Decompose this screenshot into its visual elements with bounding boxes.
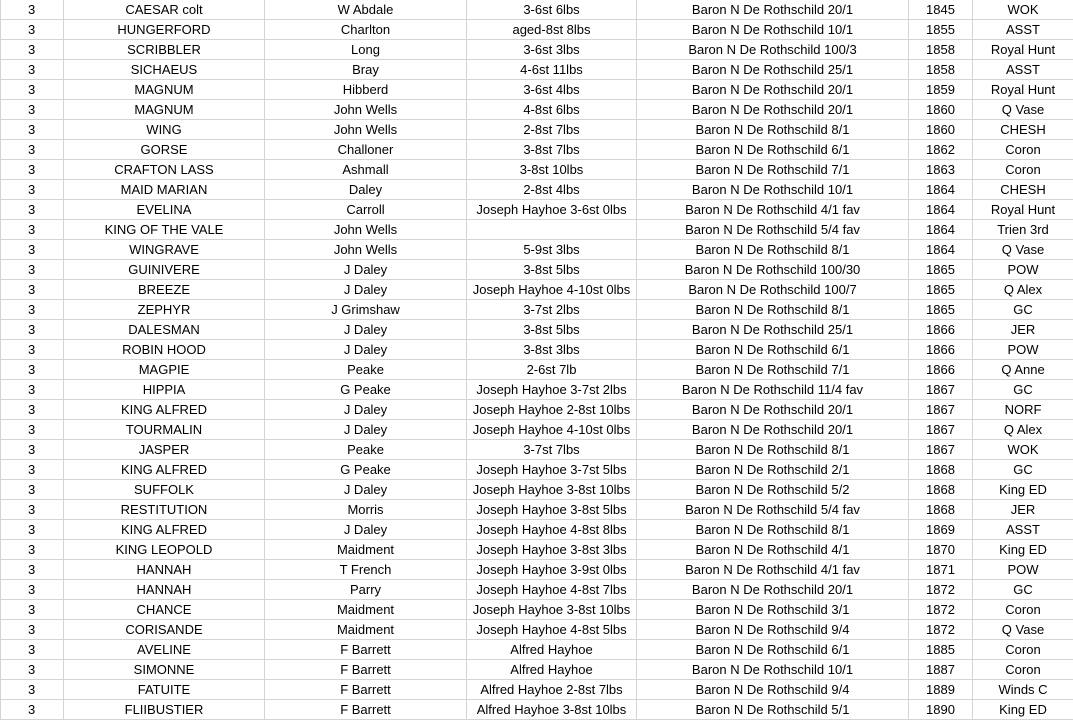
year-cell[interactable]: 1870	[909, 540, 973, 560]
race-cell[interactable]: Q Vase	[973, 100, 1073, 120]
trainer-age-weight-cell[interactable]: 3-6st 6lbs	[467, 0, 637, 20]
trainer-age-weight-cell[interactable]: Joseph Hayhoe 3-6st 0lbs	[467, 200, 637, 220]
owner-odds-cell[interactable]: Baron N De Rothschild 6/1	[637, 140, 909, 160]
owner-odds-cell[interactable]: Baron N De Rothschild 20/1	[637, 400, 909, 420]
race-cell[interactable]: Royal Hunt	[973, 80, 1073, 100]
jockey-cell[interactable]: Peake	[265, 440, 467, 460]
position-cell[interactable]: 3	[1, 280, 64, 300]
jockey-cell[interactable]: John Wells	[265, 240, 467, 260]
trainer-age-weight-cell[interactable]: Joseph Hayhoe 3-7st 2lbs	[467, 380, 637, 400]
position-cell[interactable]: 3	[1, 360, 64, 380]
horse-cell[interactable]: KING ALFRED	[64, 460, 265, 480]
horse-cell[interactable]: SUFFOLK	[64, 480, 265, 500]
horse-cell[interactable]: MAGNUM	[64, 80, 265, 100]
position-cell[interactable]: 3	[1, 540, 64, 560]
trainer-age-weight-cell[interactable]: 5-9st 3lbs	[467, 240, 637, 260]
horse-cell[interactable]: SIMONNE	[64, 660, 265, 680]
horse-cell[interactable]: GUINIVERE	[64, 260, 265, 280]
jockey-cell[interactable]: John Wells	[265, 220, 467, 240]
horse-cell[interactable]: CORISANDE	[64, 620, 265, 640]
horse-cell[interactable]: FATUITE	[64, 680, 265, 700]
table-row	[1, 680, 1073, 700]
year-cell[interactable]: 1869	[909, 520, 973, 540]
position-cell[interactable]: 3	[1, 200, 64, 220]
jockey-cell[interactable]: F Barrett	[265, 660, 467, 680]
owner-odds-cell[interactable]: Baron N De Rothschild 5/1	[637, 700, 909, 720]
owner-odds-cell[interactable]: Baron N De Rothschild 8/1	[637, 240, 909, 260]
horse-cell[interactable]: HANNAH	[64, 580, 265, 600]
year-cell[interactable]: 1860	[909, 100, 973, 120]
jockey-cell[interactable]: Maidment	[265, 620, 467, 640]
race-cell[interactable]: CHESH	[973, 180, 1073, 200]
year-cell[interactable]: 1860	[909, 120, 973, 140]
table-row	[1, 60, 1073, 80]
table-row	[1, 620, 1073, 640]
jockey-cell[interactable]: G Peake	[265, 380, 467, 400]
race-cell[interactable]: WOK	[973, 440, 1073, 460]
trainer-age-weight-cell[interactable]: 4-8st 6lbs	[467, 100, 637, 120]
horse-cell[interactable]: WINGRAVE	[64, 240, 265, 260]
owner-odds-cell[interactable]: Baron N De Rothschild 6/1	[637, 640, 909, 660]
trainer-age-weight-cell[interactable]: 3-6st 4lbs	[467, 80, 637, 100]
horse-cell[interactable]: HUNGERFORD	[64, 20, 265, 40]
horse-cell[interactable]: AVELINE	[64, 640, 265, 660]
trainer-age-weight-cell[interactable]: Joseph Hayhoe 4-8st 8lbs	[467, 520, 637, 540]
year-cell[interactable]: 1872	[909, 600, 973, 620]
jockey-cell[interactable]: Maidment	[265, 600, 467, 620]
position-cell[interactable]: 3	[1, 300, 64, 320]
owner-odds-cell[interactable]: Baron N De Rothschild 8/1	[637, 520, 909, 540]
race-cell[interactable]: Q Alex	[973, 420, 1073, 440]
jockey-cell[interactable]: Carroll	[265, 200, 467, 220]
race-cell[interactable]: GC	[973, 380, 1073, 400]
jockey-cell[interactable]: J Daley	[265, 320, 467, 340]
table-row	[1, 520, 1073, 540]
trainer-age-weight-cell[interactable]: Joseph Hayhoe 2-8st 10lbs	[467, 400, 637, 420]
trainer-age-weight-cell[interactable]: 2-8st 7lbs	[467, 120, 637, 140]
jockey-cell[interactable]: Morris	[265, 500, 467, 520]
trainer-age-weight-cell[interactable]: 2-8st 4lbs	[467, 180, 637, 200]
race-cell[interactable]: Trien 3rd	[973, 220, 1073, 240]
horse-cell[interactable]: SICHAEUS	[64, 60, 265, 80]
trainer-age-weight-cell[interactable]	[467, 220, 637, 240]
trainer-age-weight-cell[interactable]: Joseph Hayhoe 4-8st 5lbs	[467, 620, 637, 640]
owner-odds-cell[interactable]: Baron N De Rothschild 6/1	[637, 340, 909, 360]
horse-cell[interactable]: DALESMAN	[64, 320, 265, 340]
year-cell[interactable]: 1855	[909, 20, 973, 40]
jockey-cell[interactable]: G Peake	[265, 460, 467, 480]
trainer-age-weight-cell[interactable]: 3-8st 5lbs	[467, 320, 637, 340]
owner-odds-cell[interactable]: Baron N De Rothschild 100/7	[637, 280, 909, 300]
position-cell[interactable]: 3	[1, 680, 64, 700]
trainer-age-weight-cell[interactable]: Alfred Hayhoe	[467, 660, 637, 680]
race-cell[interactable]: CHESH	[973, 120, 1073, 140]
owner-odds-cell[interactable]: Baron N De Rothschild 10/1	[637, 180, 909, 200]
horse-cell[interactable]: EVELINA	[64, 200, 265, 220]
position-cell[interactable]: 3	[1, 640, 64, 660]
year-cell[interactable]: 1865	[909, 280, 973, 300]
race-cell[interactable]: Q Vase	[973, 620, 1073, 640]
year-cell[interactable]: 1866	[909, 340, 973, 360]
year-cell[interactable]: 1859	[909, 80, 973, 100]
table-row	[1, 260, 1073, 280]
year-cell[interactable]: 1865	[909, 300, 973, 320]
trainer-age-weight-cell[interactable]: 3-8st 5lbs	[467, 260, 637, 280]
position-cell[interactable]: 3	[1, 60, 64, 80]
owner-odds-cell[interactable]: Baron N De Rothschild 8/1	[637, 300, 909, 320]
position-cell[interactable]: 3	[1, 580, 64, 600]
horse-cell[interactable]: WING	[64, 120, 265, 140]
jockey-cell[interactable]: J Daley	[265, 420, 467, 440]
owner-odds-cell[interactable]: Baron N De Rothschild 25/1	[637, 60, 909, 80]
jockey-cell[interactable]: J Daley	[265, 280, 467, 300]
race-cell[interactable]: King ED	[973, 480, 1073, 500]
position-cell[interactable]: 3	[1, 380, 64, 400]
race-cell[interactable]: Q Alex	[973, 280, 1073, 300]
year-cell[interactable]: 1863	[909, 160, 973, 180]
jockey-cell[interactable]: J Daley	[265, 260, 467, 280]
year-cell[interactable]: 1858	[909, 60, 973, 80]
position-cell[interactable]: 3	[1, 460, 64, 480]
table-row	[1, 320, 1073, 340]
year-cell[interactable]: 1864	[909, 220, 973, 240]
year-cell[interactable]: 1868	[909, 500, 973, 520]
table-row	[1, 120, 1073, 140]
year-cell[interactable]: 1864	[909, 180, 973, 200]
trainer-age-weight-cell[interactable]: Joseph Hayhoe 3-8st 10lbs	[467, 600, 637, 620]
race-cell[interactable]: Coron	[973, 640, 1073, 660]
race-cell[interactable]: GC	[973, 300, 1073, 320]
horse-cell[interactable]: KING OF THE VALE	[64, 220, 265, 240]
jockey-cell[interactable]: F Barrett	[265, 640, 467, 660]
year-cell[interactable]: 1867	[909, 440, 973, 460]
owner-odds-cell[interactable]: Baron N De Rothschild 5/4 fav	[637, 220, 909, 240]
trainer-age-weight-cell[interactable]: Joseph Hayhoe 3-8st 3lbs	[467, 540, 637, 560]
year-cell[interactable]: 1867	[909, 380, 973, 400]
year-cell[interactable]: 1872	[909, 620, 973, 640]
horse-cell[interactable]: KING ALFRED	[64, 520, 265, 540]
race-cell[interactable]: Q Anne	[973, 360, 1073, 380]
position-cell[interactable]: 3	[1, 220, 64, 240]
owner-odds-cell[interactable]: Baron N De Rothschild 7/1	[637, 360, 909, 380]
trainer-age-weight-cell[interactable]: Joseph Hayhoe 3-8st 10lbs	[467, 480, 637, 500]
position-cell[interactable]: 3	[1, 120, 64, 140]
table-row	[1, 480, 1073, 500]
race-cell[interactable]: JER	[973, 320, 1073, 340]
table-row	[1, 420, 1073, 440]
trainer-age-weight-cell[interactable]: aged-8st 8lbs	[467, 20, 637, 40]
year-cell[interactable]: 1867	[909, 400, 973, 420]
jockey-cell[interactable]: Long	[265, 40, 467, 60]
race-cell[interactable]: WOK	[973, 0, 1073, 20]
horse-cell[interactable]: SCRIBBLER	[64, 40, 265, 60]
table-row	[1, 460, 1073, 480]
table-row	[1, 380, 1073, 400]
jockey-cell[interactable]: Ashmall	[265, 160, 467, 180]
position-cell[interactable]: 3	[1, 400, 64, 420]
year-cell[interactable]: 1889	[909, 680, 973, 700]
jockey-cell[interactable]: John Wells	[265, 120, 467, 140]
position-cell[interactable]: 3	[1, 600, 64, 620]
trainer-age-weight-cell[interactable]: Alfred Hayhoe	[467, 640, 637, 660]
jockey-cell[interactable]: John Wells	[265, 100, 467, 120]
race-cell[interactable]: Coron	[973, 160, 1073, 180]
year-cell[interactable]: 1867	[909, 420, 973, 440]
trainer-age-weight-cell[interactable]: Joseph Hayhoe 3-7st 5lbs	[467, 460, 637, 480]
position-cell[interactable]: 3	[1, 0, 64, 20]
jockey-cell[interactable]: Challoner	[265, 140, 467, 160]
jockey-cell[interactable]: Peake	[265, 360, 467, 380]
owner-odds-cell[interactable]: Baron N De Rothschild 20/1	[637, 80, 909, 100]
owner-odds-cell[interactable]: Baron N De Rothschild 10/1	[637, 20, 909, 40]
jockey-cell[interactable]: W Abdale	[265, 0, 467, 20]
position-cell[interactable]: 3	[1, 80, 64, 100]
horse-cell[interactable]: MAGPIE	[64, 360, 265, 380]
table-row	[1, 300, 1073, 320]
table-row	[1, 700, 1073, 720]
year-cell[interactable]: 1864	[909, 200, 973, 220]
year-cell[interactable]: 1866	[909, 320, 973, 340]
owner-odds-cell[interactable]: Baron N De Rothschild 20/1	[637, 580, 909, 600]
trainer-age-weight-cell[interactable]: 3-7st 2lbs	[467, 300, 637, 320]
jockey-cell[interactable]: F Barrett	[265, 700, 467, 720]
jockey-cell[interactable]: J Daley	[265, 480, 467, 500]
year-cell[interactable]: 1868	[909, 460, 973, 480]
horse-cell[interactable]: CRAFTON LASS	[64, 160, 265, 180]
owner-odds-cell[interactable]: Baron N De Rothschild 2/1	[637, 460, 909, 480]
race-cell[interactable]: Royal Hunt	[973, 40, 1073, 60]
position-cell[interactable]: 3	[1, 560, 64, 580]
horse-cell[interactable]: HANNAH	[64, 560, 265, 580]
horse-cell[interactable]: RESTITUTION	[64, 500, 265, 520]
jockey-cell[interactable]: J Daley	[265, 400, 467, 420]
race-cell[interactable]: POW	[973, 560, 1073, 580]
jockey-cell[interactable]: Daley	[265, 180, 467, 200]
owner-odds-cell[interactable]: Baron N De Rothschild 20/1	[637, 100, 909, 120]
table-row	[1, 180, 1073, 200]
owner-odds-cell[interactable]: Baron N De Rothschild 3/1	[637, 600, 909, 620]
position-cell[interactable]: 3	[1, 440, 64, 460]
table-row	[1, 560, 1073, 580]
table-row	[1, 220, 1073, 240]
trainer-age-weight-cell[interactable]: Alfred Hayhoe 2-8st 7lbs	[467, 680, 637, 700]
race-cell[interactable]: Q Vase	[973, 240, 1073, 260]
table-row	[1, 100, 1073, 120]
table-row	[1, 80, 1073, 100]
horse-cell[interactable]: CAESAR colt	[64, 0, 265, 20]
trainer-age-weight-cell[interactable]: Joseph Hayhoe 3-8st 5lbs	[467, 500, 637, 520]
race-cell[interactable]: NORF	[973, 400, 1073, 420]
horse-cell[interactable]: HIPPIA	[64, 380, 265, 400]
position-cell[interactable]: 3	[1, 160, 64, 180]
table-row	[1, 340, 1073, 360]
table-row	[1, 140, 1073, 160]
owner-odds-cell[interactable]: Baron N De Rothschild 9/4	[637, 620, 909, 640]
trainer-age-weight-cell[interactable]: 3-8st 10lbs	[467, 160, 637, 180]
position-cell[interactable]: 3	[1, 620, 64, 640]
race-cell[interactable]: King ED	[973, 700, 1073, 720]
jockey-cell[interactable]: Maidment	[265, 540, 467, 560]
race-cell[interactable]: JER	[973, 500, 1073, 520]
table-row	[1, 20, 1073, 40]
year-cell[interactable]: 1872	[909, 580, 973, 600]
year-cell[interactable]: 1871	[909, 560, 973, 580]
table-row	[1, 240, 1073, 260]
trainer-age-weight-cell[interactable]: Joseph Hayhoe 4-8st 7lbs	[467, 580, 637, 600]
horse-cell[interactable]: CHANCE	[64, 600, 265, 620]
position-cell[interactable]: 3	[1, 20, 64, 40]
year-cell[interactable]: 1864	[909, 240, 973, 260]
year-cell[interactable]: 1866	[909, 360, 973, 380]
jockey-cell[interactable]: Charlton	[265, 20, 467, 40]
jockey-cell[interactable]: J Daley	[265, 520, 467, 540]
jockey-cell[interactable]: Bray	[265, 60, 467, 80]
position-cell[interactable]: 3	[1, 40, 64, 60]
race-cell[interactable]: Coron	[973, 660, 1073, 680]
position-cell[interactable]: 3	[1, 700, 64, 720]
trainer-age-weight-cell[interactable]: 2-6st 7lb	[467, 360, 637, 380]
table-row	[1, 0, 1073, 20]
owner-odds-cell[interactable]: Baron N De Rothschild 4/1	[637, 540, 909, 560]
horse-cell[interactable]: ROBIN HOOD	[64, 340, 265, 360]
jockey-cell[interactable]: T French	[265, 560, 467, 580]
table-row	[1, 40, 1073, 60]
owner-odds-cell[interactable]: Baron N De Rothschild 4/1 fav	[637, 200, 909, 220]
horse-cell[interactable]: KING LEOPOLD	[64, 540, 265, 560]
horse-cell[interactable]: KING ALFRED	[64, 400, 265, 420]
table-row	[1, 580, 1073, 600]
owner-odds-cell[interactable]: Baron N De Rothschild 20/1	[637, 420, 909, 440]
horse-cell[interactable]: JASPER	[64, 440, 265, 460]
jockey-cell[interactable]: Parry	[265, 580, 467, 600]
jockey-cell[interactable]: J Daley	[265, 340, 467, 360]
owner-odds-cell[interactable]: Baron N De Rothschild 8/1	[637, 120, 909, 140]
table-row	[1, 600, 1073, 620]
trainer-age-weight-cell[interactable]: 3-8st 3lbs	[467, 340, 637, 360]
race-cell[interactable]: ASST	[973, 520, 1073, 540]
race-cell[interactable]: Coron	[973, 140, 1073, 160]
position-cell[interactable]: 3	[1, 520, 64, 540]
race-cell[interactable]: GC	[973, 460, 1073, 480]
owner-odds-cell[interactable]: Baron N De Rothschild 20/1	[637, 0, 909, 20]
horse-cell[interactable]: GORSE	[64, 140, 265, 160]
trainer-age-weight-cell[interactable]: 3-7st 7lbs	[467, 440, 637, 460]
race-cell[interactable]: Royal Hunt	[973, 200, 1073, 220]
owner-odds-cell[interactable]: Baron N De Rothschild 100/30	[637, 260, 909, 280]
table-row	[1, 360, 1073, 380]
horse-cell[interactable]: ZEPHYR	[64, 300, 265, 320]
jockey-cell[interactable]: J Grimshaw	[265, 300, 467, 320]
trainer-age-weight-cell[interactable]: Alfred Hayhoe 3-8st 10lbs	[467, 700, 637, 720]
owner-odds-cell[interactable]: Baron N De Rothschild 4/1 fav	[637, 560, 909, 580]
trainer-age-weight-cell[interactable]: Joseph Hayhoe 4-10st 0lbs	[467, 420, 637, 440]
table-row	[1, 540, 1073, 560]
race-cell[interactable]: King ED	[973, 540, 1073, 560]
owner-odds-cell[interactable]: Baron N De Rothschild 5/4 fav	[637, 500, 909, 520]
table-row	[1, 500, 1073, 520]
year-cell[interactable]: 1887	[909, 660, 973, 680]
trainer-age-weight-cell[interactable]: 3-6st 3lbs	[467, 40, 637, 60]
year-cell[interactable]: 1885	[909, 640, 973, 660]
table-row	[1, 280, 1073, 300]
jockey-cell[interactable]: Hibberd	[265, 80, 467, 100]
position-cell[interactable]: 3	[1, 320, 64, 340]
position-cell[interactable]: 3	[1, 140, 64, 160]
position-cell[interactable]: 3	[1, 260, 64, 280]
race-cell[interactable]: Winds C	[973, 680, 1073, 700]
owner-odds-cell[interactable]: Baron N De Rothschild 8/1	[637, 440, 909, 460]
year-cell[interactable]: 1868	[909, 480, 973, 500]
year-cell[interactable]: 1865	[909, 260, 973, 280]
trainer-age-weight-cell[interactable]: Joseph Hayhoe 3-9st 0lbs	[467, 560, 637, 580]
race-cell[interactable]: GC	[973, 580, 1073, 600]
year-cell[interactable]: 1890	[909, 700, 973, 720]
position-cell[interactable]: 3	[1, 660, 64, 680]
horse-cell[interactable]: FLIIBUSTIER	[64, 700, 265, 720]
trainer-age-weight-cell[interactable]: Joseph Hayhoe 4-10st 0lbs	[467, 280, 637, 300]
table-row	[1, 640, 1073, 660]
year-cell[interactable]: 1862	[909, 140, 973, 160]
race-cell[interactable]: POW	[973, 260, 1073, 280]
horse-cell[interactable]: TOURMALIN	[64, 420, 265, 440]
horse-cell[interactable]: BREEZE	[64, 280, 265, 300]
owner-odds-cell[interactable]: Baron N De Rothschild 10/1	[637, 660, 909, 680]
trainer-age-weight-cell[interactable]: 3-8st 7lbs	[467, 140, 637, 160]
owner-odds-cell[interactable]: Baron N De Rothschild 7/1	[637, 160, 909, 180]
table-body	[1, 0, 1073, 720]
table-row	[1, 440, 1073, 460]
horse-cell[interactable]: MAID MARIAN	[64, 180, 265, 200]
race-cell[interactable]: ASST	[973, 20, 1073, 40]
position-cell[interactable]: 3	[1, 100, 64, 120]
owner-odds-cell[interactable]: Baron N De Rothschild 11/4 fav	[637, 380, 909, 400]
jockey-cell[interactable]: F Barrett	[265, 680, 467, 700]
position-cell[interactable]: 3	[1, 340, 64, 360]
owner-odds-cell[interactable]: Baron N De Rothschild 25/1	[637, 320, 909, 340]
position-cell[interactable]: 3	[1, 480, 64, 500]
trainer-age-weight-cell[interactable]: 4-6st 11lbs	[467, 60, 637, 80]
race-cell[interactable]: POW	[973, 340, 1073, 360]
position-cell[interactable]: 3	[1, 420, 64, 440]
race-cell[interactable]: Coron	[973, 600, 1073, 620]
horse-cell[interactable]: MAGNUM	[64, 100, 265, 120]
owner-odds-cell[interactable]: Baron N De Rothschild 100/3	[637, 40, 909, 60]
owner-odds-cell[interactable]: Baron N De Rothschild 9/4	[637, 680, 909, 700]
race-cell[interactable]: ASST	[973, 60, 1073, 80]
position-cell[interactable]: 3	[1, 500, 64, 520]
table-row	[1, 400, 1073, 420]
year-cell[interactable]: 1858	[909, 40, 973, 60]
owner-odds-cell[interactable]: Baron N De Rothschild 5/2	[637, 480, 909, 500]
position-cell[interactable]: 3	[1, 180, 64, 200]
position-cell[interactable]: 3	[1, 240, 64, 260]
table-row	[1, 660, 1073, 680]
year-cell[interactable]: 1845	[909, 0, 973, 20]
table-row	[1, 160, 1073, 180]
table-row	[1, 200, 1073, 220]
